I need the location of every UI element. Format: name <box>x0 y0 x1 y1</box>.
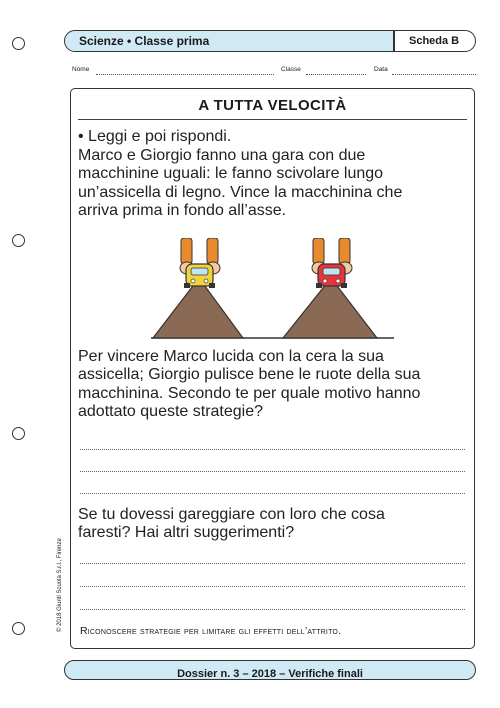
question-2 <box>78 506 468 543</box>
car-red-window <box>323 268 340 275</box>
answer-line[interactable] <box>80 609 465 610</box>
footer-label: Dossier n. 3 – 2018 – Verifiche finali <box>177 668 363 680</box>
binder-hole <box>12 37 25 50</box>
class-line[interactable] <box>306 74 366 75</box>
name-line[interactable] <box>96 74 274 75</box>
binder-hole <box>12 234 25 247</box>
sleeve-right-a <box>313 238 324 264</box>
car-red-wheel <box>316 283 322 288</box>
answer-line[interactable] <box>80 586 465 587</box>
story-line: macchinine uguali: le fanno scivolare lungo <box>78 165 384 183</box>
question-line: macchinina. Secondo te per quale motivo hanno <box>78 384 421 402</box>
answer-line[interactable] <box>80 493 465 494</box>
header-bar <box>64 30 476 52</box>
story-line: arriva prima in fondo all’asse. <box>78 201 287 219</box>
answer-line[interactable] <box>80 471 465 472</box>
footer-bar <box>64 660 476 680</box>
sleeve-left-a <box>181 238 192 264</box>
question-1 <box>78 348 468 421</box>
copyright-notice: © 2018 Giunti Scuola S.r.l., Firenze <box>57 538 63 632</box>
answer-line[interactable] <box>80 449 465 450</box>
instruction: • Leggi e poi rispondi. <box>78 128 232 145</box>
car-yellow-wheel <box>184 283 190 288</box>
question-line: Se tu dovessi gareggiare con loro che cosa <box>78 506 385 523</box>
car-yellow-window <box>191 268 208 275</box>
question-line: adottato queste strategie? <box>78 402 264 420</box>
car-yellow-wheel <box>209 283 215 288</box>
question-line: assicella; Giorgio pulisce bene le ruote della sua <box>78 366 421 384</box>
question-line: faresti? Hai altri suggerimenti? <box>78 524 295 542</box>
car-yellow-light <box>204 279 208 283</box>
story-line: Marco e Giorgio fanno una gara con due <box>78 147 366 164</box>
subject-label: Scienze • Classe prima <box>79 34 210 48</box>
learning-objective: Riconoscere strategie per limitare gli effetti dell’attrito. <box>80 625 342 637</box>
car-red-light <box>323 279 327 283</box>
subject-band <box>64 30 394 52</box>
title-divider <box>78 119 467 120</box>
ramp-left <box>153 278 243 338</box>
name-label: Nome <box>72 66 90 73</box>
student-info-row <box>68 66 476 78</box>
story-paragraph <box>78 147 468 220</box>
question-line: Per vincere Marco lucida con la cera la sua <box>78 348 384 365</box>
car-red-light <box>336 279 340 283</box>
date-label: Data <box>374 66 388 73</box>
sleeve-left-b <box>207 238 218 264</box>
class-label: Classe <box>281 66 301 73</box>
ramp-right <box>283 278 377 338</box>
sheet-label: Scheda B <box>409 35 460 47</box>
exercise-title: A TUTTA VELOCITÀ <box>198 97 347 114</box>
answer-line[interactable] <box>80 563 465 564</box>
car-yellow-light <box>191 279 195 283</box>
binder-hole <box>12 622 25 635</box>
binder-hole <box>12 427 25 440</box>
race-illustration <box>151 238 394 342</box>
date-line[interactable] <box>392 74 476 75</box>
story-line: un’assicella di legno. Vince la macchinina che <box>78 183 403 201</box>
car-red-wheel <box>341 283 347 288</box>
sleeve-right-b <box>339 238 350 264</box>
sheet-tab <box>394 30 476 52</box>
